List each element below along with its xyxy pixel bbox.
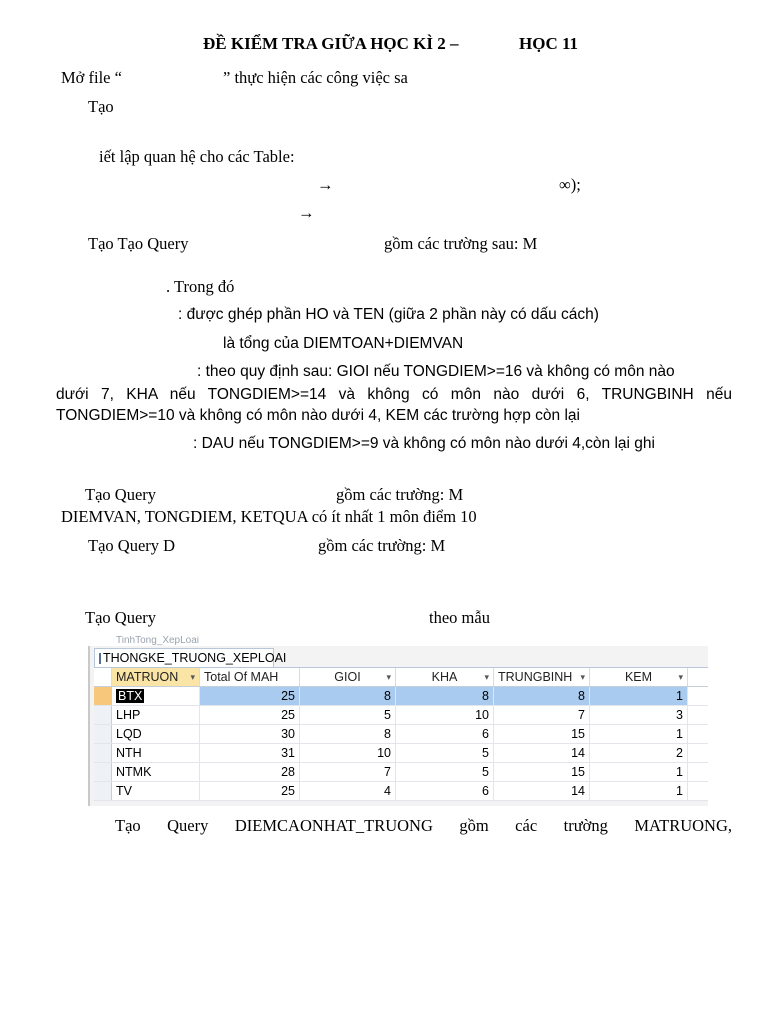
header-row (94, 668, 708, 687)
cell-trungbinh[interactable]: 14 (494, 782, 590, 800)
column-header-kem[interactable] (590, 668, 688, 686)
cell-gioi[interactable]: 5 (300, 706, 396, 724)
cell-kha[interactable]: 6 (396, 725, 494, 743)
dropdown-arrow-icon[interactable]: ▾ (484, 672, 489, 682)
query2-text-b: gồm các trường: M (336, 485, 464, 504)
column-header-label: KEM (624, 670, 653, 684)
open-file-text-b: ” thực hiện các công việc sa (223, 68, 408, 87)
open-file-text-a: Mở file “ (61, 68, 122, 87)
create-text: Tạo (88, 97, 114, 116)
query1-text-a: Tạo Tạo Query (88, 234, 189, 253)
cell-kem[interactable]: 1 (590, 687, 688, 705)
xeploai-rule-line1: : theo quy định sau: GIOI nếu TONGDIEM>=16 và không có môn nào (197, 363, 675, 380)
exam-title-right: HỌC 11 (519, 34, 579, 53)
arrow-1: → (317, 175, 334, 194)
column-header-label: KHA (431, 670, 458, 684)
dropdown-arrow-icon[interactable]: ▾ (190, 672, 195, 682)
dropdown-arrow-icon[interactable]: ▾ (678, 672, 683, 682)
cell-kha[interactable]: 5 (396, 744, 494, 762)
hoten-rule: : được ghép phần HO và TEN (giữa 2 phần này có dấu cách) (178, 306, 599, 323)
column-header-trungbinh[interactable] (494, 668, 590, 686)
cell-matruong[interactable]: NTH (112, 744, 200, 762)
cell-matruong[interactable] (112, 687, 200, 705)
access-datasheet (88, 636, 706, 806)
query-table-icon (99, 653, 101, 664)
datasheet-grid (94, 667, 708, 801)
query4-text-a: Tạo Query (85, 608, 157, 627)
record-selector[interactable] (94, 725, 112, 743)
relation-text: iết lập quan hệ cho các Table: (99, 147, 295, 166)
cell-kem[interactable]: 1 (590, 763, 688, 781)
column-header-label: Total Of MAH (204, 670, 279, 684)
infinity-text: ∞); (559, 175, 581, 194)
cell-matruong[interactable]: TV (112, 782, 200, 800)
cell-value: BTX (118, 689, 143, 703)
column-header-total[interactable] (200, 668, 300, 686)
query-tab[interactable] (94, 648, 287, 667)
cell-gioi[interactable]: 10 (300, 744, 396, 762)
table-row[interactable] (94, 687, 708, 706)
cell-total[interactable]: 25 (200, 687, 300, 705)
cell-total[interactable]: 25 (200, 782, 300, 800)
xeploai-rule-line3: TONGDIEM>=10 và không có môn nào dưới 4, KEM các trường hợp còn lại (56, 407, 580, 424)
record-selector[interactable] (94, 763, 112, 781)
datasheet-frame (88, 646, 708, 806)
ketqua-rule: : DAU nếu TONGDIEM>=9 và không có môn nào dưới 4,còn lại ghi (193, 435, 655, 452)
cell-kem[interactable]: 3 (590, 706, 688, 724)
table-row[interactable] (94, 706, 708, 725)
record-selector[interactable] (94, 782, 112, 800)
column-header-matruong[interactable] (112, 668, 200, 686)
ghost-tab-label: TinhTong_XepLoai (116, 636, 200, 646)
cell-gioi[interactable]: 7 (300, 763, 396, 781)
cell-kha[interactable]: 6 (396, 782, 494, 800)
cell-gioi[interactable]: 8 (300, 687, 396, 705)
column-header-kha[interactable] (396, 668, 494, 686)
table-row[interactable] (94, 744, 708, 763)
record-selector[interactable] (94, 706, 112, 724)
record-selector[interactable] (94, 687, 112, 705)
table-row[interactable] (94, 763, 708, 782)
xeploai-rule-line2: dưới 7, KHA nếu TONGDIEM>=14 và không có môn nào dưới 6, TRUNGBINH nếu (56, 386, 732, 403)
cell-gioi[interactable]: 8 (300, 725, 396, 743)
query2-text-c: DIEMVAN, TONGDIEM, KETQUA có ít nhất 1 môn điểm 10 (61, 507, 477, 526)
tongdiem-rule: là tổng của DIEMTOAN+DIEMVAN (223, 335, 464, 352)
cell-kha[interactable]: 5 (396, 763, 494, 781)
cell-trungbinh[interactable]: 8 (494, 687, 590, 705)
dropdown-arrow-icon[interactable]: ▾ (386, 672, 391, 682)
column-header-gioi[interactable] (300, 668, 396, 686)
query3-text-a: Tạo Query D (88, 536, 176, 555)
cell-kem[interactable]: 1 (590, 782, 688, 800)
cell-matruong[interactable]: LHP (112, 706, 200, 724)
cell-trungbinh[interactable]: 7 (494, 706, 590, 724)
arrow-2: → (298, 203, 315, 222)
query3-text-b: gồm các trường: M (318, 536, 446, 555)
cell-gioi[interactable]: 4 (300, 782, 396, 800)
cell-trungbinh[interactable]: 15 (494, 763, 590, 781)
dropdown-arrow-icon[interactable]: ▾ (580, 672, 585, 682)
cell-kha[interactable]: 10 (396, 706, 494, 724)
last-query-line: Tạo Query DIEMCAONHAT_TRUONG gồm các trường MATRUONG, (115, 816, 732, 835)
select-all-corner[interactable] (94, 668, 112, 686)
trong-do-text: . Trong đó (166, 277, 235, 296)
cell-kha[interactable]: 8 (396, 687, 494, 705)
column-header-label: MATRUON (116, 670, 179, 684)
query4-text-b: theo mẫu (429, 608, 490, 627)
cell-total[interactable]: 25 (200, 706, 300, 724)
cell-trungbinh[interactable]: 15 (494, 725, 590, 743)
query1-text-b: gồm các trường sau: M (384, 234, 538, 253)
query2-text-a: Tạo Query (85, 485, 157, 504)
cell-matruong[interactable]: NTMK (112, 763, 200, 781)
cell-matruong[interactable]: LQD (112, 725, 200, 743)
table-row[interactable] (94, 782, 708, 801)
exam-title-left: ĐỀ KIỂM TRA GIỮA HỌC KÌ 2 – (203, 34, 459, 53)
query-tab-title: THONGKE_TRUONG_XEPLOAI (103, 651, 287, 665)
record-selector[interactable] (94, 744, 112, 762)
column-header-label: GIOI (334, 670, 361, 684)
table-row[interactable] (94, 725, 708, 744)
cell-kem[interactable]: 2 (590, 744, 688, 762)
cell-kem[interactable]: 1 (590, 725, 688, 743)
cell-trungbinh[interactable]: 14 (494, 744, 590, 762)
column-header-label: TRUNGBINH (498, 670, 573, 684)
cell-total[interactable]: 30 (200, 725, 300, 743)
cell-total[interactable]: 31 (200, 744, 300, 762)
cell-total[interactable]: 28 (200, 763, 300, 781)
